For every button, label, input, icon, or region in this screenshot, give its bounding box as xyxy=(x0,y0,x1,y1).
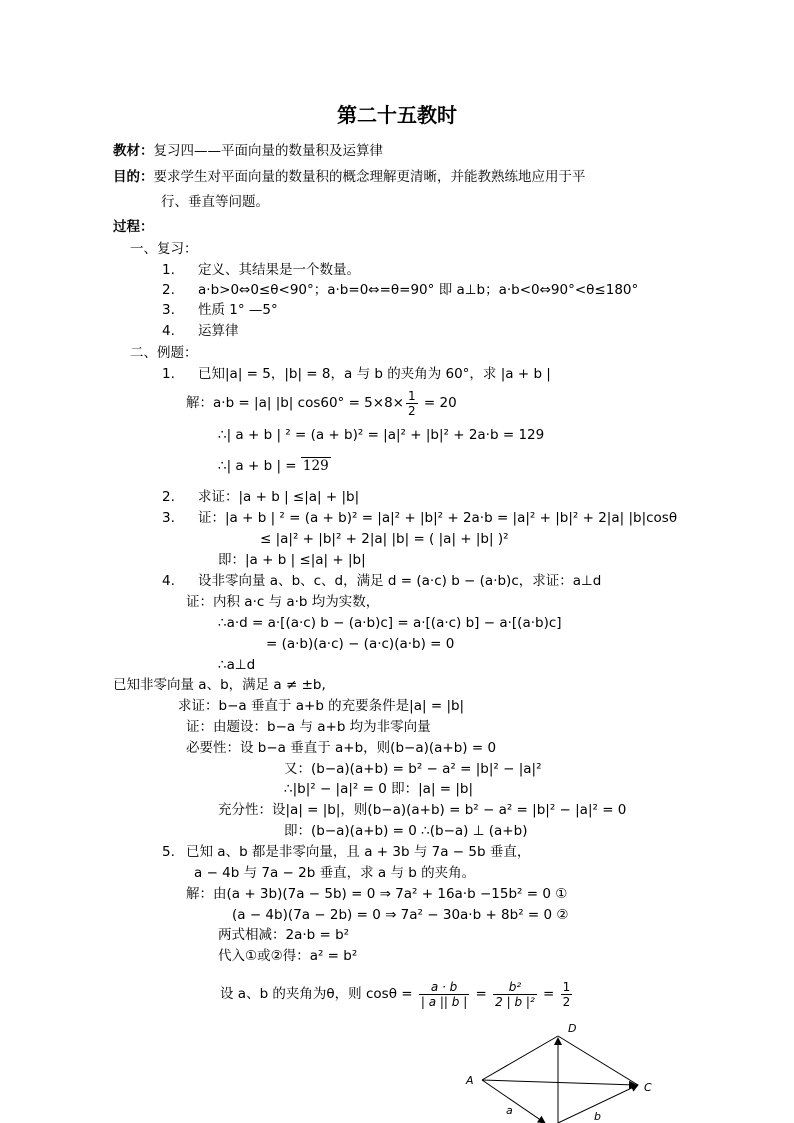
example-3-line2: ≤ |a|² + |b|² + 2|a| |b| = ( |a| + |b| )² xyxy=(260,531,509,547)
examples-heading: 二、例题： xyxy=(130,345,198,361)
segment-a-d xyxy=(482,1036,558,1080)
example-5-line5: 两式相减：2a·b = b² xyxy=(218,927,350,943)
review-heading: 一、复习： xyxy=(130,241,198,257)
review-item-4: 4. 运算律 xyxy=(162,323,239,339)
label-c: C xyxy=(644,1081,652,1094)
example-3-line1: 3. 证：|a + b | ² = (a + b)² = |a|² + |b|² + 2a·b = |a|² + |b|² + 2|a| |b|cosθ xyxy=(162,510,678,526)
fraction-cos-3: $\frac{1}{2}$ xyxy=(562,979,571,1009)
process-label: 过程： xyxy=(113,219,154,235)
aim-label: 目的： xyxy=(113,169,154,185)
example-4-line1: 证：内积 a·c 与 a·b 均为实数， xyxy=(186,594,380,610)
example-4-line3: = (a·b)(a·c) − (a·c)(a·b) = 0 xyxy=(266,636,455,652)
extra-line1: 已知非零向量 a、b，满足 a ≠ ±b, xyxy=(113,677,326,693)
fraction-cos-2: $\frac{\text{b²}}{\text{2 | b |²}}$ xyxy=(495,979,535,1009)
aim-line xyxy=(113,168,586,186)
extra-line3: 证：由题设：b−a 与 a+b 均为非零向量 xyxy=(186,719,431,735)
example-5-line2: a − 4b 与 7a − 2b 垂直，求 a 与 b 的夹角。 xyxy=(194,865,476,881)
page-title: 第二十五教时 xyxy=(337,103,457,127)
example-1-line2: ∴| a + b | ² = (a + b)² = |a|² + |b|² + 2a·b = 129 xyxy=(218,427,545,443)
vector-diagram xyxy=(460,1018,660,1123)
material-label: 教材： xyxy=(113,143,154,159)
example-5-line3: 解：由(a + 3b)(7a − 5b) = 0 ⇒ 7a² + 16a·b −15b² = 0 ① xyxy=(186,886,568,902)
material-text: 复习四——平面向量的数量积及运算律 xyxy=(153,143,383,159)
example-5: 5. 已知 a、b 都是非零向量，且 a + 3b 与 7a − 5b 垂直， xyxy=(162,844,531,860)
example-5-cos: 设 a、b 的夹角为θ，则 cosθ = $\frac{a \cdot b}{| a || b |}$ = $\frac{\text{b²}}{\text{2 | b |²}}$ = $\frac{1}{2}$ xyxy=(220,979,571,1009)
example-4-line2: ∴a·d = a·[(a·c) b − (a·b)c] = a·[(a·c) b] − a·[(a·b)c] xyxy=(218,615,562,631)
example-4: 4. 设非零向量 a、b、c、d，满足 d = (a·c) b − (a·b)c，求证：a⊥d xyxy=(162,573,602,589)
fraction-one-half: $\frac{1}{2}$ xyxy=(407,388,416,418)
extra-line8: 即：(b−a)(a+b) = 0 ∴(b−a) ⊥ (a+b) xyxy=(284,823,528,839)
label-b-vector: b xyxy=(594,1110,601,1123)
aim-text-2: 行、垂直等问题。 xyxy=(161,194,269,210)
aim-text: 要求学生对平面向量的数量积的概念理解更清晰，并能教熟练地应用于平 xyxy=(153,169,586,185)
example-1: 1. 已知|a| = 5，|b| = 8，a 与 b 的夹角为 60°，求 |a + b | xyxy=(162,366,551,382)
sqrt-129: 129 xyxy=(302,458,329,474)
example-1-solution: 解：a·b = |a| |b| cos60° = 5×8× $\frac{1}{2}$ = 20 xyxy=(186,388,457,418)
example-5-line6: 代入①或②得：a² = b² xyxy=(218,948,358,964)
vector-a xyxy=(482,1080,545,1123)
review-item-2: 2. a·b>0⇔0≤θ<90°；a·b=0⇔=θ=90° 即 a⊥b；a·b<0⇔90°<θ≤180° xyxy=(162,282,639,298)
example-2: 2. 求证：|a + b | ≤|a| + |b| xyxy=(162,489,360,505)
extra-line7: 充分性：设|a| = |b|，则(b−a)(a+b) = b² − a² = |b|² − |a|² = 0 xyxy=(218,802,627,818)
segment-d-c xyxy=(558,1036,638,1085)
extra-line4: 必要性：设 b−a 垂直于 a+b，则(b−a)(a+b) = 0 xyxy=(186,740,497,756)
example-5-line4: (a − 4b)(7a − 2b) = 0 ⇒ 7a² − 30a·b + 8b² = 0 ② xyxy=(232,907,569,923)
extra-line2: 求证：b−a 垂直于 a+b 的充要条件是|a| = |b| xyxy=(178,698,465,714)
example-3-line3: 即：|a + b | ≤|a| + |b| xyxy=(218,552,366,568)
review-item-3: 3. 性质 1° —5° xyxy=(162,302,278,318)
label-a-point: A xyxy=(466,1074,474,1087)
review-item-1: 1. 定义、其结果是一个数量。 xyxy=(162,262,360,278)
example-4-line4: ∴a⊥d xyxy=(218,657,256,673)
segment-a-c xyxy=(482,1080,636,1085)
fraction-cos-1: $\frac{a \cdot b}{| a || b |}$ xyxy=(420,979,468,1009)
label-a-vector: a xyxy=(506,1104,513,1117)
extra-line6: ∴|b|² − |a|² = 0 即：|a| = |b| xyxy=(284,781,474,797)
label-d: D xyxy=(568,1022,577,1035)
example-1-line3: ∴| a + b | = 129 xyxy=(218,458,329,474)
material-line xyxy=(113,142,383,160)
extra-line5: 又：(b−a)(a+b) = b² − a² = |b|² − |a|² xyxy=(284,761,542,777)
